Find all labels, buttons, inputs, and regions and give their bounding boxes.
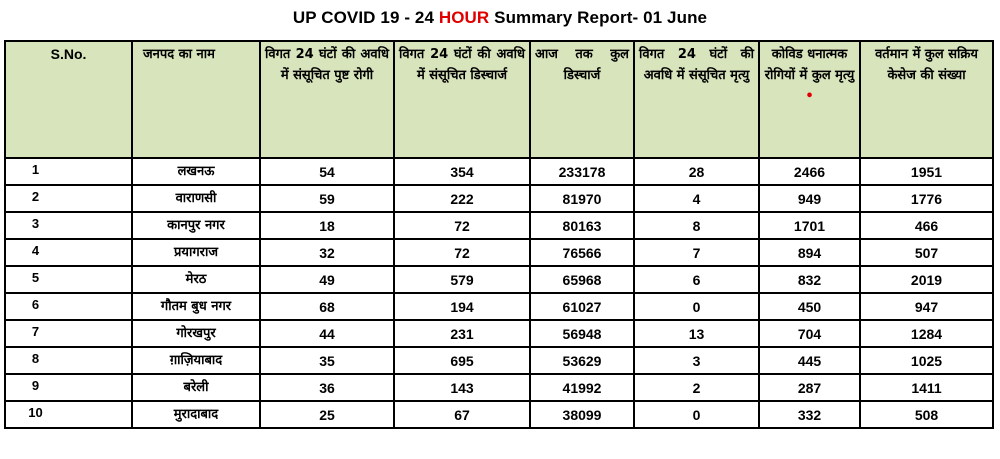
cell-deaths-24h: 3 xyxy=(634,347,759,374)
table-row xyxy=(5,266,993,293)
cell-discharged-24h: 354 xyxy=(394,158,530,185)
table-row xyxy=(5,347,993,374)
cell-total-discharged: 81970 xyxy=(530,185,634,212)
cell-district: गौतम बुध नगर xyxy=(132,293,260,320)
cell-discharged-24h: 231 xyxy=(394,320,530,347)
cell-total-deaths: 287 xyxy=(759,374,860,401)
cell-confirmed-24h: 35 xyxy=(260,347,394,374)
header-deaths-24h: विगत 24 घंटों की अवधि में संसूचित मृत्यु xyxy=(634,41,759,158)
cell-total-deaths: 1701 xyxy=(759,212,860,239)
cell-total-discharged: 80163 xyxy=(530,212,634,239)
cell-discharged-24h: 72 xyxy=(394,239,530,266)
title-prefix: UP COVID 19 - 24 xyxy=(292,8,439,27)
cell-deaths-24h: 4 xyxy=(634,185,759,212)
cell-discharged-24h: 222 xyxy=(394,185,530,212)
cell-confirmed-24h: 59 xyxy=(260,185,394,212)
cell-total-discharged: 65968 xyxy=(530,266,634,293)
cell-active: 947 xyxy=(860,293,993,320)
report-title xyxy=(0,8,1000,28)
cell-deaths-24h: 8 xyxy=(634,212,759,239)
table-row xyxy=(5,185,993,212)
table-row xyxy=(5,239,993,266)
cell-discharged-24h: 143 xyxy=(394,374,530,401)
table-row xyxy=(5,374,993,401)
cell-sno: 4 xyxy=(5,239,132,266)
header-total-deaths-label: कोविड धनात्मक रोगियों में कुल मृत्यु xyxy=(764,47,855,83)
cell-total-discharged: 61027 xyxy=(530,293,634,320)
cell-sno: 2 xyxy=(5,185,132,212)
cell-sno: 10 xyxy=(5,401,132,428)
cell-total-deaths: 894 xyxy=(759,239,860,266)
cell-discharged-24h: 67 xyxy=(394,401,530,428)
summary-table xyxy=(4,40,994,429)
cell-confirmed-24h: 44 xyxy=(260,320,394,347)
table-row xyxy=(5,212,993,239)
cell-total-deaths: 445 xyxy=(759,347,860,374)
cell-active: 466 xyxy=(860,212,993,239)
cell-total-discharged: 41992 xyxy=(530,374,634,401)
cell-discharged-24h: 72 xyxy=(394,212,530,239)
cell-deaths-24h: 0 xyxy=(634,293,759,320)
cell-active: 1411 xyxy=(860,374,993,401)
cell-district: गोरखपुर xyxy=(132,320,260,347)
red-dot-marker: • xyxy=(805,89,814,104)
cell-discharged-24h: 695 xyxy=(394,347,530,374)
cell-active: 508 xyxy=(860,401,993,428)
cell-confirmed-24h: 36 xyxy=(260,374,394,401)
cell-confirmed-24h: 49 xyxy=(260,266,394,293)
table-row xyxy=(5,320,993,347)
cell-total-deaths: 2466 xyxy=(759,158,860,185)
header-active-cases: वर्तमान में कुल सक्रिय केसेज की संख्या xyxy=(860,41,993,158)
cell-district: मेरठ xyxy=(132,266,260,293)
cell-total-deaths: 450 xyxy=(759,293,860,320)
cell-sno: 6 xyxy=(5,293,132,320)
cell-total-discharged: 56948 xyxy=(530,320,634,347)
title-highlight: HOUR xyxy=(438,8,490,27)
header-district: जनपद का नाम xyxy=(132,41,260,158)
header-confirmed-24h: विगत 24 घंटों की अवधि में संसूचित पुष्ट रोगी xyxy=(260,41,394,158)
title-suffix: Summary Report- 01 June xyxy=(489,8,708,27)
cell-district: बरेली xyxy=(132,374,260,401)
cell-total-deaths: 704 xyxy=(759,320,860,347)
cell-active: 1951 xyxy=(860,158,993,185)
cell-total-discharged: 38099 xyxy=(530,401,634,428)
cell-discharged-24h: 579 xyxy=(394,266,530,293)
cell-total-deaths: 332 xyxy=(759,401,860,428)
cell-deaths-24h: 0 xyxy=(634,401,759,428)
table-row xyxy=(5,293,993,320)
cell-district: लखनऊ xyxy=(132,158,260,185)
cell-deaths-24h: 2 xyxy=(634,374,759,401)
cell-sno: 1 xyxy=(5,158,132,185)
cell-sno: 9 xyxy=(5,374,132,401)
cell-sno: 8 xyxy=(5,347,132,374)
cell-district: मुरादाबाद xyxy=(132,401,260,428)
cell-total-discharged: 233178 xyxy=(530,158,634,185)
cell-confirmed-24h: 54 xyxy=(260,158,394,185)
cell-district: ग़ाज़ियाबाद xyxy=(132,347,260,374)
cell-total-discharged: 53629 xyxy=(530,347,634,374)
cell-district: कानपुर नगर xyxy=(132,212,260,239)
cell-active: 507 xyxy=(860,239,993,266)
cell-total-discharged: 76566 xyxy=(530,239,634,266)
cell-deaths-24h: 28 xyxy=(634,158,759,185)
cell-district: वाराणसी xyxy=(132,185,260,212)
header-sno: S.No. xyxy=(5,41,132,158)
cell-confirmed-24h: 18 xyxy=(260,212,394,239)
cell-sno: 3 xyxy=(5,212,132,239)
cell-confirmed-24h: 25 xyxy=(260,401,394,428)
cell-active: 1776 xyxy=(860,185,993,212)
cell-discharged-24h: 194 xyxy=(394,293,530,320)
cell-district: प्रयागराज xyxy=(132,239,260,266)
header-row xyxy=(5,41,993,158)
cell-active: 1284 xyxy=(860,320,993,347)
cell-total-deaths: 832 xyxy=(759,266,860,293)
cell-total-deaths: 949 xyxy=(759,185,860,212)
cell-active: 2019 xyxy=(860,266,993,293)
table-row xyxy=(5,401,993,428)
header-discharged-24h: विगत 24 घंटों की अवधि में संसूचित डिस्चार्ज xyxy=(394,41,530,158)
cell-sno: 5 xyxy=(5,266,132,293)
cell-deaths-24h: 7 xyxy=(634,239,759,266)
cell-confirmed-24h: 68 xyxy=(260,293,394,320)
header-total-discharged: आज तक कुल डिस्चार्ज xyxy=(530,41,634,158)
header-total-deaths xyxy=(759,41,860,158)
cell-confirmed-24h: 32 xyxy=(260,239,394,266)
table-row xyxy=(5,158,993,185)
cell-deaths-24h: 6 xyxy=(634,266,759,293)
cell-sno: 7 xyxy=(5,320,132,347)
cell-deaths-24h: 13 xyxy=(634,320,759,347)
cell-active: 1025 xyxy=(860,347,993,374)
